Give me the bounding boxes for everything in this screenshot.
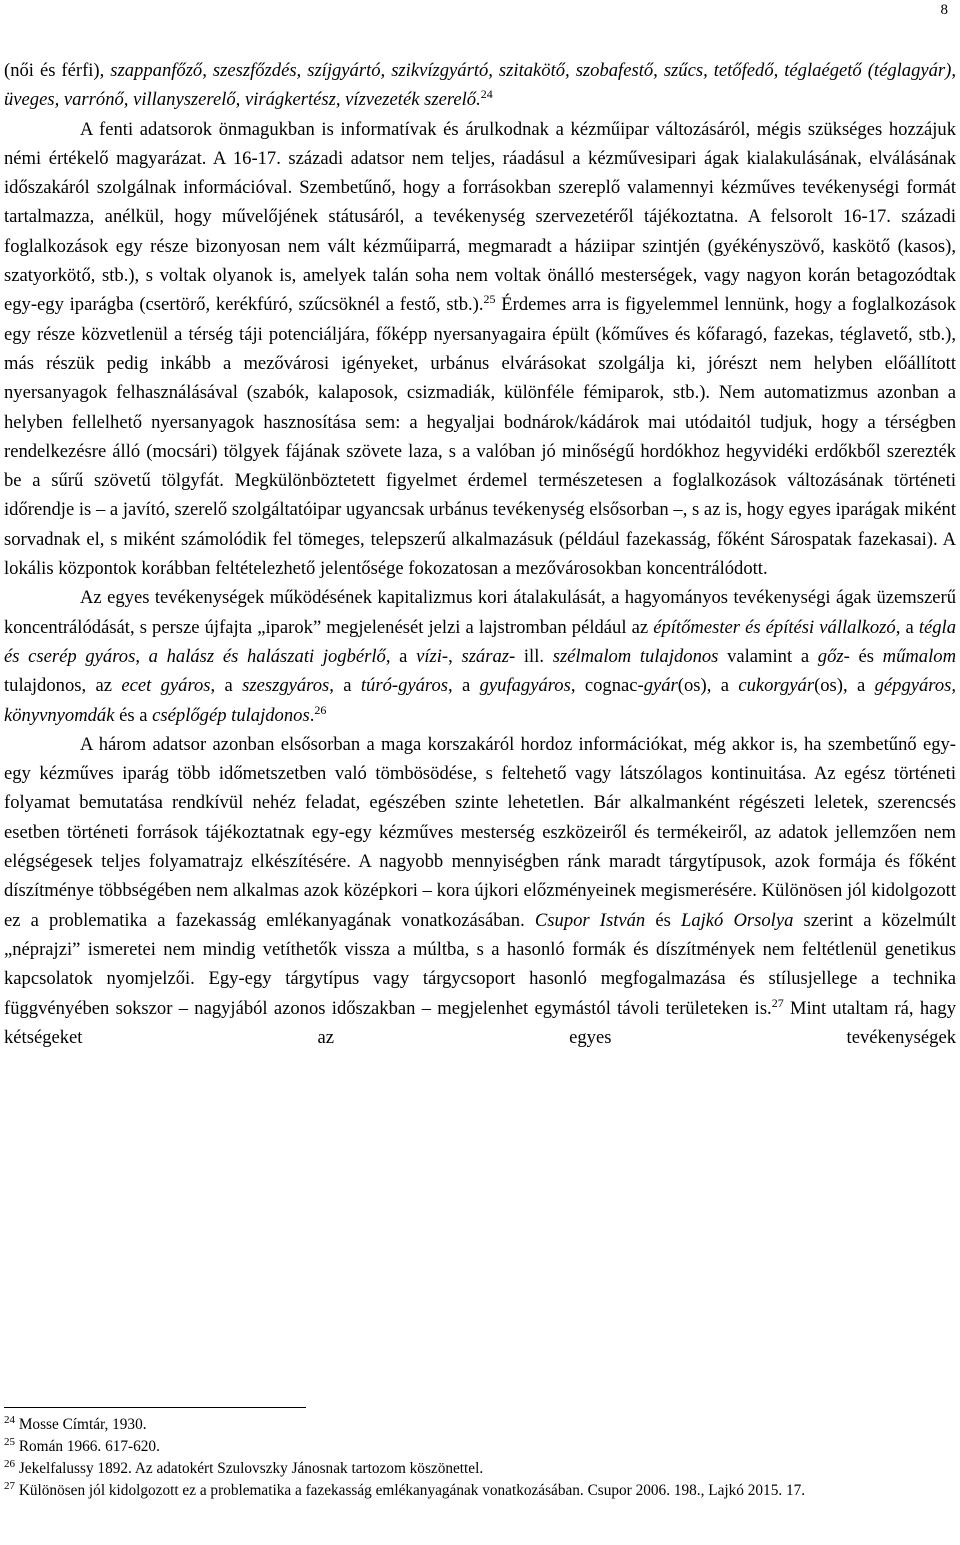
italic-term: szélmalom tulajdonos	[552, 645, 719, 667]
text-run: , a	[448, 675, 480, 697]
author-name-csupor: Csupor István	[534, 909, 646, 931]
footnote-ref-25[interactable]: 25	[483, 292, 496, 307]
text-run: és a	[114, 704, 153, 726]
text-run: , cognac-	[570, 675, 644, 697]
italic-term: túró-gyáros	[360, 675, 448, 697]
italic-term: építőmester és építési vállalkozó	[653, 616, 896, 638]
footnote-27	[4, 1480, 956, 1502]
footnote-text: Különösen jól kidolgozott ez a problematika a fazekasság emlékanyagának vonatkozásában. Csupor 2006. 198., Lajkó 2015. 17.	[18, 1482, 806, 1499]
italic-term: ecet gyáros	[121, 675, 211, 697]
italic-term: száraz-	[461, 645, 516, 667]
footnote-number: 26	[4, 1458, 15, 1470]
footnote-number: 25	[4, 1436, 15, 1448]
paragraph-2-part-2: Érdemes arra is figyelemmel lennünk, hogy a foglalkozások egy része közvetlenül a térség táji potenciáljára, főképp nyersanyagaira épült (kőműves és kőfaragó, fazekas, téglavető, stb.), más részük pedig inkább a mezővárosi igényeket, urbánus elvárásokat szolgálja ki, jórészt nem helyben előállított nyersanyagok felhasználásával (szabók, kalaposok, csizmadiák, különféle fémiparok, stb.). Nem automatizmus azonban a helyben fellelhető nyersanyagok hasznosítása sem: a hegyaljai bodnárok/kádárok mai utódaitól tudjuk, hogy a térségben rendelkezésre álló (mocsári) tölgyek fájának szövete laza, s a valóban jó minőségű hordókhoz hegyvidéki erdőkből szerezték be a sűrű szövetű tölgyfát. Megkülönböztetett figyelmet érdemel természetesen a foglalkozások változásának történeti időrendje is – a javító, szerelő szolgáltatóipar ugyancsak urbánus tevékenység elsősorban –, s az is, hogy egyes iparágak miként sorvadnak el, s miként számolódik fel tömeges, telepszerű alkalmazásuk (például fazekasság, főként Sárospatak fazekasai). A lokális központok korábban feltételezhető jelentősége fokozatosan a mezővárosokban koncentrálódott.	[4, 294, 957, 580]
footnote-ref-27[interactable]: 27	[771, 995, 784, 1010]
text-run: , a	[895, 616, 919, 638]
italic-term: szeszgyáros	[242, 675, 330, 697]
italic-term: gyufagyáros	[479, 675, 571, 697]
footnote-text: Román 1966. 617-620.	[18, 1438, 160, 1455]
italic-term: gőz-	[817, 645, 850, 667]
footnote-number: 24	[4, 1414, 15, 1426]
text-run: és	[645, 909, 681, 931]
main-text	[4, 56, 956, 1052]
italic-term: műmalom	[882, 645, 956, 667]
text-run: (os), a	[677, 675, 739, 697]
text-run: és	[849, 645, 883, 667]
italic-term: vízi-	[416, 645, 449, 667]
paragraph-4-part-2: szerint a közelmúlt „néprajzi” ismeretei nem mindig vetíthetők vissza a múltba, s a hasonló formák és díszítmények nem feltétlenül genetikus kapcsolatok nyomjelzői. Egy-egy tárgytípus vagy tárgycsoport hasonló megfogalmazása és stílusjellege a technika függvényében sokszor – nagyjából azonos időszakban – megjelenhet egymástól távoli területeken is.	[4, 909, 956, 1019]
italic-term: cukorgyár	[738, 675, 815, 697]
footnote-number: 27	[4, 1480, 15, 1492]
text-run: Az egyes tevékenységek működésének kapitalizmus kori átalakulását, a hagyományos tevékenységi ágak üzemszerű koncentrálódását, s persze újfajta „iparok” megjelenését jelzi a lajstromban például az	[4, 587, 956, 638]
footnote-text: Mosse Címtár, 1930.	[18, 1416, 147, 1433]
italic-term: a halász és halászati jogbérlő	[148, 645, 386, 667]
text-run: valamint a	[718, 645, 818, 667]
italic-term: tégla és cserép gyáros	[4, 616, 956, 667]
footnote-26	[4, 1458, 956, 1480]
text-run: (os), a	[814, 675, 875, 697]
paragraph-1	[4, 56, 956, 115]
italic-term: gépgyáros, könyvnyomdák	[4, 675, 957, 726]
paragraph-4-part-1: A három adatsor azonban elsősorban a maga korszakáról hordoz információkat, még akkor is, ha szembetűnő egy-egy kézműves iparág több időmetszetben való tömbösödése, s feltehető vagy látszólagos kontinuitása. Az egész történeti folyamat bemutatása rendkívül nehéz feladat, egészében szinte lehetetlen. Bár alkalmanként régészeti leletek, szerencsés esetben történeti források tájékoztatnak egy-egy kézműves mesterség eszközeiről és termékeiről, az adatok jellemzően nem elégségesek teljes folyamatrajz elkészítésére. A nagyobb mennyiségben ránk maradt tárgytípusok, azok formája és főként díszítménye többségében nem alkalmas azok középkori – kora újkori előzményeinek megismerésére. Különösen jól kidolgozott ez a problematika a fazekasság emlékanyagának vonatkozásában.	[4, 733, 956, 931]
italic-term: gyár	[643, 675, 678, 697]
text-run: tulajdonos, az	[4, 675, 122, 697]
text-run: , a	[210, 675, 243, 697]
text-run: ,	[135, 645, 149, 667]
footnote-25	[4, 1436, 956, 1458]
footnote-text: Jekelfalussy 1892. Az adatokért Szulovszky Jánosnak tartozom köszönettel.	[18, 1460, 484, 1477]
paragraph-4	[4, 730, 956, 1052]
paragraph-2-part-1: A fenti adatsorok önmagukban is informatívak és árulkodnak a kézműipar változásáról, mégis szükséges hozzájuk némi értékelő magyarázat. A 16-17. századi adatsor nem teljes, ráadásul a kézművesipari ágak kialakulásának, elválásának időszakáról szolgálnak információval. Szembetűnő, hogy a forrásokban szereplő valamennyi kézműves tevékenységi formát tartalmazza, anélkül, hogy művelőjének státusáról, a tevékenység szervezetéről tájékoztatna. A felsorolt 16-17. századi foglalkozások egy része bizonyosan nem vált kézműiparrá, megmaradt a háziipar szintjén (gyékényszövő, kaskötő (kasos), szatyorkötő, stb.), s voltak olyanok is, amelyek talán soha nem voltak önálló mesterségek, vagy nagyon korán betagozódtak egy-egy iparágba (csertörő, kerékfúró, szűcsöknél a festő, stb.).	[4, 118, 956, 316]
paragraph-2	[4, 115, 956, 584]
paragraph-4-part-3: Mint utaltam rá, hagy kétségeket az egyes tevékenységek	[4, 997, 956, 1048]
occupation-list: szappanfőző, szeszfőzdés, szíjgyártó, szikvízgyártó, szitakötő, szobafestő, szűcs, tetőfedő, téglaégető (téglagyár), üveges, varrónő, villanyszerelő, virágkertész, vízvezeték szerelő.	[4, 60, 956, 111]
footnote-ref-24[interactable]: 24	[480, 87, 493, 102]
text-run: , a	[329, 675, 361, 697]
italic-term: cséplőgép tulajdonos	[152, 704, 310, 726]
page-number: 8	[940, 2, 948, 18]
footnote-ref-26[interactable]: 26	[314, 702, 327, 717]
text-run: ill.	[515, 645, 553, 667]
footnotes	[4, 1414, 956, 1502]
text-run: .	[309, 704, 315, 726]
text-run: , a	[385, 645, 417, 667]
author-name-lajko: Lajkó Orsolya	[681, 909, 794, 931]
footnote-24	[4, 1414, 956, 1436]
text-run: ,	[448, 645, 462, 667]
footnote-separator	[4, 1407, 306, 1408]
paragraph-1-lead: (női és férfi),	[4, 60, 111, 81]
paragraph-3	[4, 583, 956, 729]
